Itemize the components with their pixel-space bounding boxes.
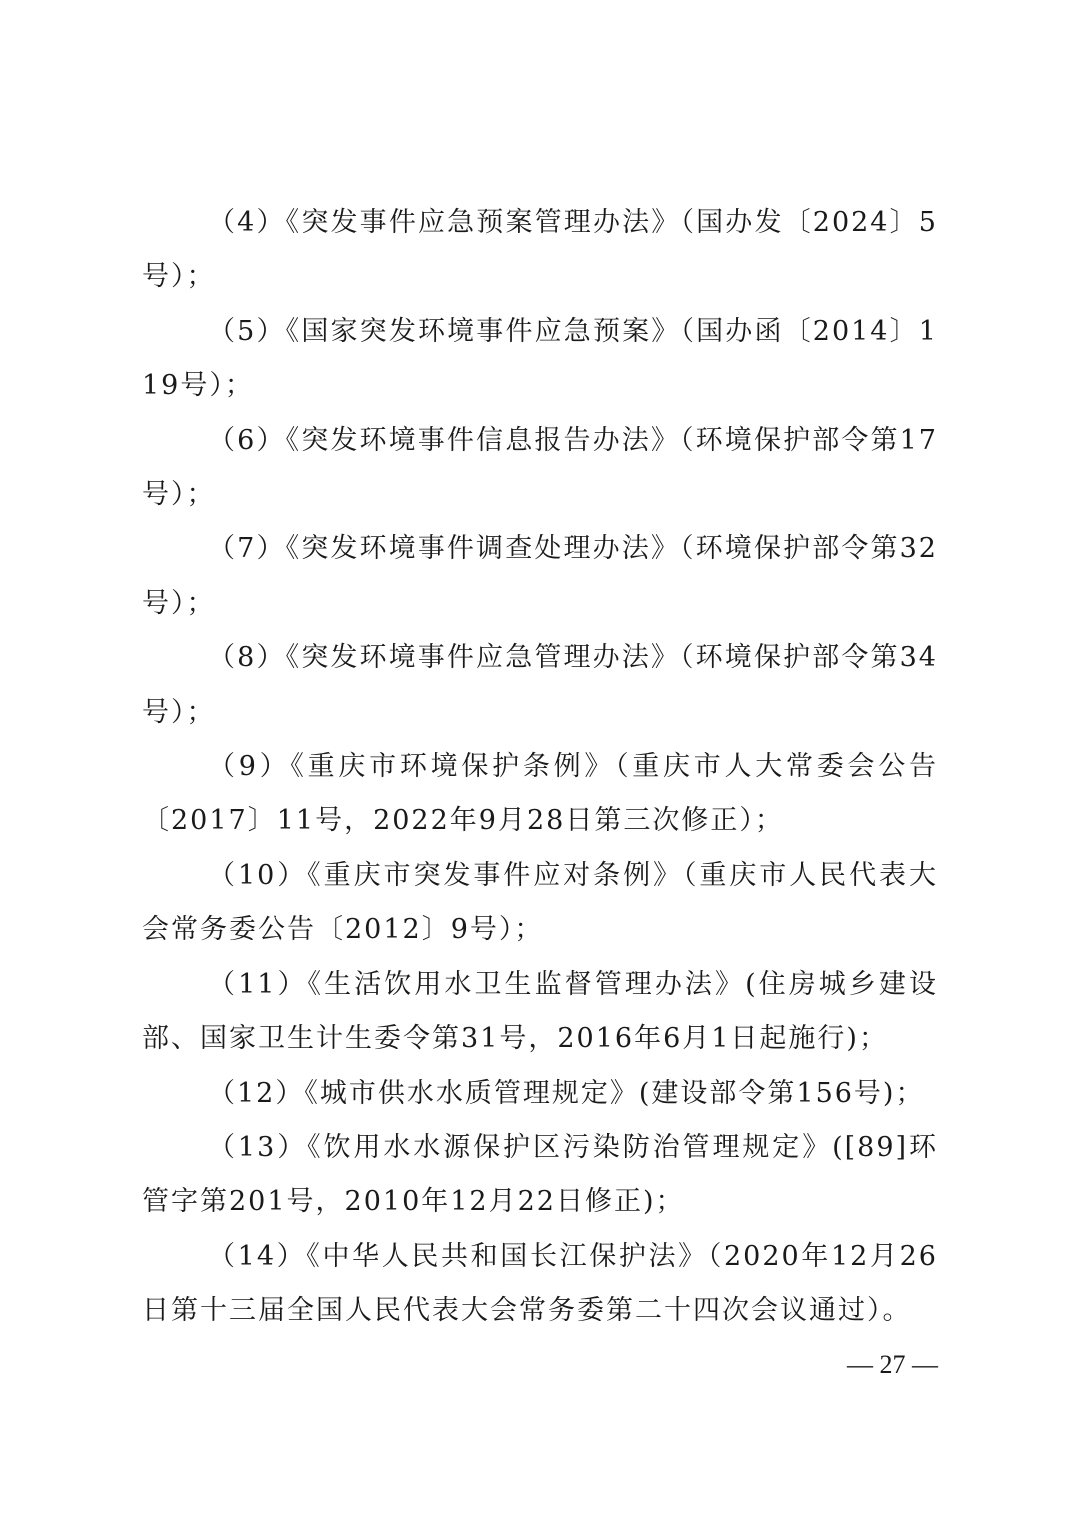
regulation-list bbox=[142, 196, 938, 1339]
list-item: （4）《突发事件应急预案管理办法》（国办发〔2024〕5号）； bbox=[142, 207, 938, 293]
list-item: （6）《突发环境事件信息报告办法》（环境保护部令第17号）； bbox=[142, 424, 938, 511]
list-item: （9）《重庆市环境保护条例》（重庆市人大常委会公告〔2017〕11号，2022年9月28日第三次修正）； bbox=[142, 751, 938, 837]
list-item: （13）《饮用水水源保护区污染防治管理规定》([89]环管字第201号，2010年12月22日修正)； bbox=[142, 1131, 938, 1218]
list-item: （14）《中华人民共和国长江保护法》（2020年12月26日第十三届全国人民代表大会常务委第二十四次会议通过）。 bbox=[142, 1240, 938, 1327]
list-item: （7）《突发环境事件调查处理办法》（环境保护部令第32号）； bbox=[142, 533, 938, 619]
list-item: （5）《国家突发环境事件应急预案》（国办函〔2014〕119号）； bbox=[142, 315, 938, 402]
list-item: （12）《城市供水水质管理规定》(建设部令第156号)； bbox=[208, 1077, 925, 1109]
list-item: （10）《重庆市突发事件应对条例》（重庆市人民代表大会常务委公告〔2012〕9号）； bbox=[142, 859, 938, 946]
list-item: （8）《突发环境事件应急管理办法》（环境保护部令第34号）； bbox=[142, 642, 938, 728]
list-item: （11）《生活饮用水卫生监督管理办法》(住房城乡建设部、国家卫生计生委令第31号，2016年6月1日起施行)； bbox=[142, 968, 938, 1055]
page-number: — 27 — bbox=[847, 1350, 938, 1379]
